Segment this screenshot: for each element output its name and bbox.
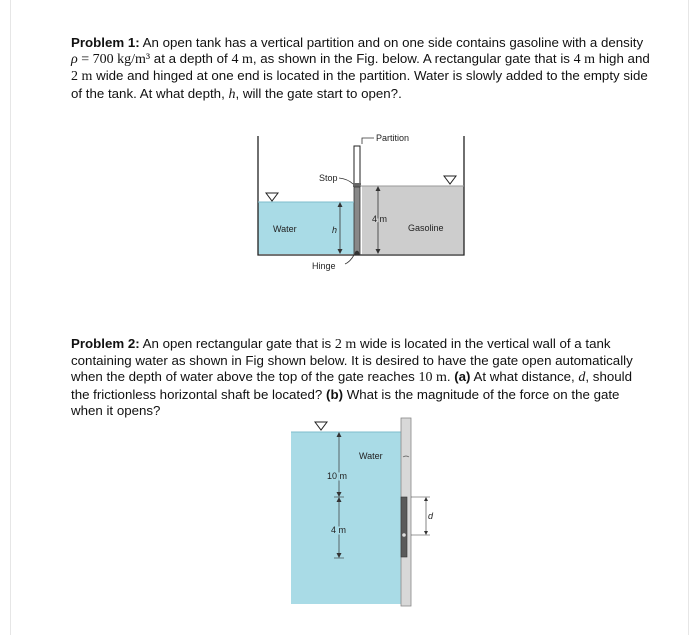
rho-symbol: ρ — [71, 52, 78, 68]
partition-leader — [362, 138, 374, 144]
problem-2-label: Problem 2: — [71, 336, 140, 351]
shaft — [402, 533, 406, 537]
water-label-2: Water — [359, 451, 383, 461]
p2-text-5: , should the frictionless horizontal shaft be located? — [71, 369, 632, 402]
p2-text-4: At what distance, — [470, 369, 579, 385]
gasoline-label: Gasoline — [408, 223, 444, 233]
gasoline-surface-marker — [444, 176, 456, 184]
p1-text-3: , as shown in the Fig. below. A rectangular gate that is — [252, 51, 574, 67]
figure-1-tank-partition — [250, 125, 480, 275]
depth-label: 10 m — [327, 471, 348, 481]
h-label: h — [332, 225, 338, 235]
part-a-label: (a) — [454, 369, 471, 385]
gate — [354, 187, 360, 254]
hinge-label: Hinge — [312, 261, 336, 271]
h-symbol: h — [228, 86, 236, 102]
gate-height: 4 m — [573, 52, 596, 68]
stop-block — [353, 183, 361, 187]
water-region-2 — [291, 432, 403, 604]
figure-2-gate-wall — [285, 415, 445, 610]
d-label: d — [428, 511, 434, 521]
water-surface-marker — [266, 193, 278, 201]
problem-2-text — [71, 336, 653, 419]
p1-text-6: , will the gate start to open?. — [235, 85, 402, 101]
partition-label: Partition — [376, 133, 410, 143]
p1-text-4: high and — [595, 51, 650, 67]
part-b-label: (b) — [326, 386, 343, 402]
gate-width: 2 m — [71, 69, 93, 85]
problem-1-text — [71, 35, 653, 103]
gas-depth-label: 4 m — [372, 214, 388, 224]
hinge-leader — [345, 255, 354, 264]
gate-height-label: 4 m — [331, 525, 347, 535]
gate-2 — [401, 497, 407, 557]
d-symbol: d — [578, 370, 586, 386]
water-surface-marker-2 — [315, 422, 327, 430]
gate-width-2: 2 m — [334, 337, 357, 352]
density-value: = 700 kg/m³ — [77, 52, 151, 68]
water-label: Water — [273, 224, 297, 234]
p2-text-3: . — [446, 369, 455, 385]
gas-depth: 4 m — [231, 52, 253, 68]
page-edge-left — [10, 0, 11, 635]
p2-text-2: wide is located in the vertical wall of a tank containing water as shown in Fig shown below. It is desired to have the gate open automatically when the depth of water above the top of the gate reaches — [71, 336, 633, 385]
p1-text-2: at a depth of — [150, 51, 232, 67]
stop-label: Stop — [319, 173, 338, 183]
page-edge-right — [688, 0, 689, 635]
partition-wall — [354, 146, 360, 184]
p2-text-6: What is the magnitude of the force on the gate when it opens? — [71, 386, 620, 418]
p1-text-1: An open tank has a vertical partition and on one side contains gasoline with a density — [139, 35, 644, 50]
p1-text-5: wide and hinged at one end is located in the partition. Water is slowly added to the empty side of the tank. At what depth, — [71, 68, 648, 101]
hinge — [355, 251, 359, 255]
stop-leader — [339, 178, 353, 184]
water-depth-above-gate: 10 m — [418, 370, 447, 386]
problem-1-label: Problem 1: — [71, 35, 140, 50]
p2-text-1: An open rectangular gate that is — [139, 336, 335, 351]
